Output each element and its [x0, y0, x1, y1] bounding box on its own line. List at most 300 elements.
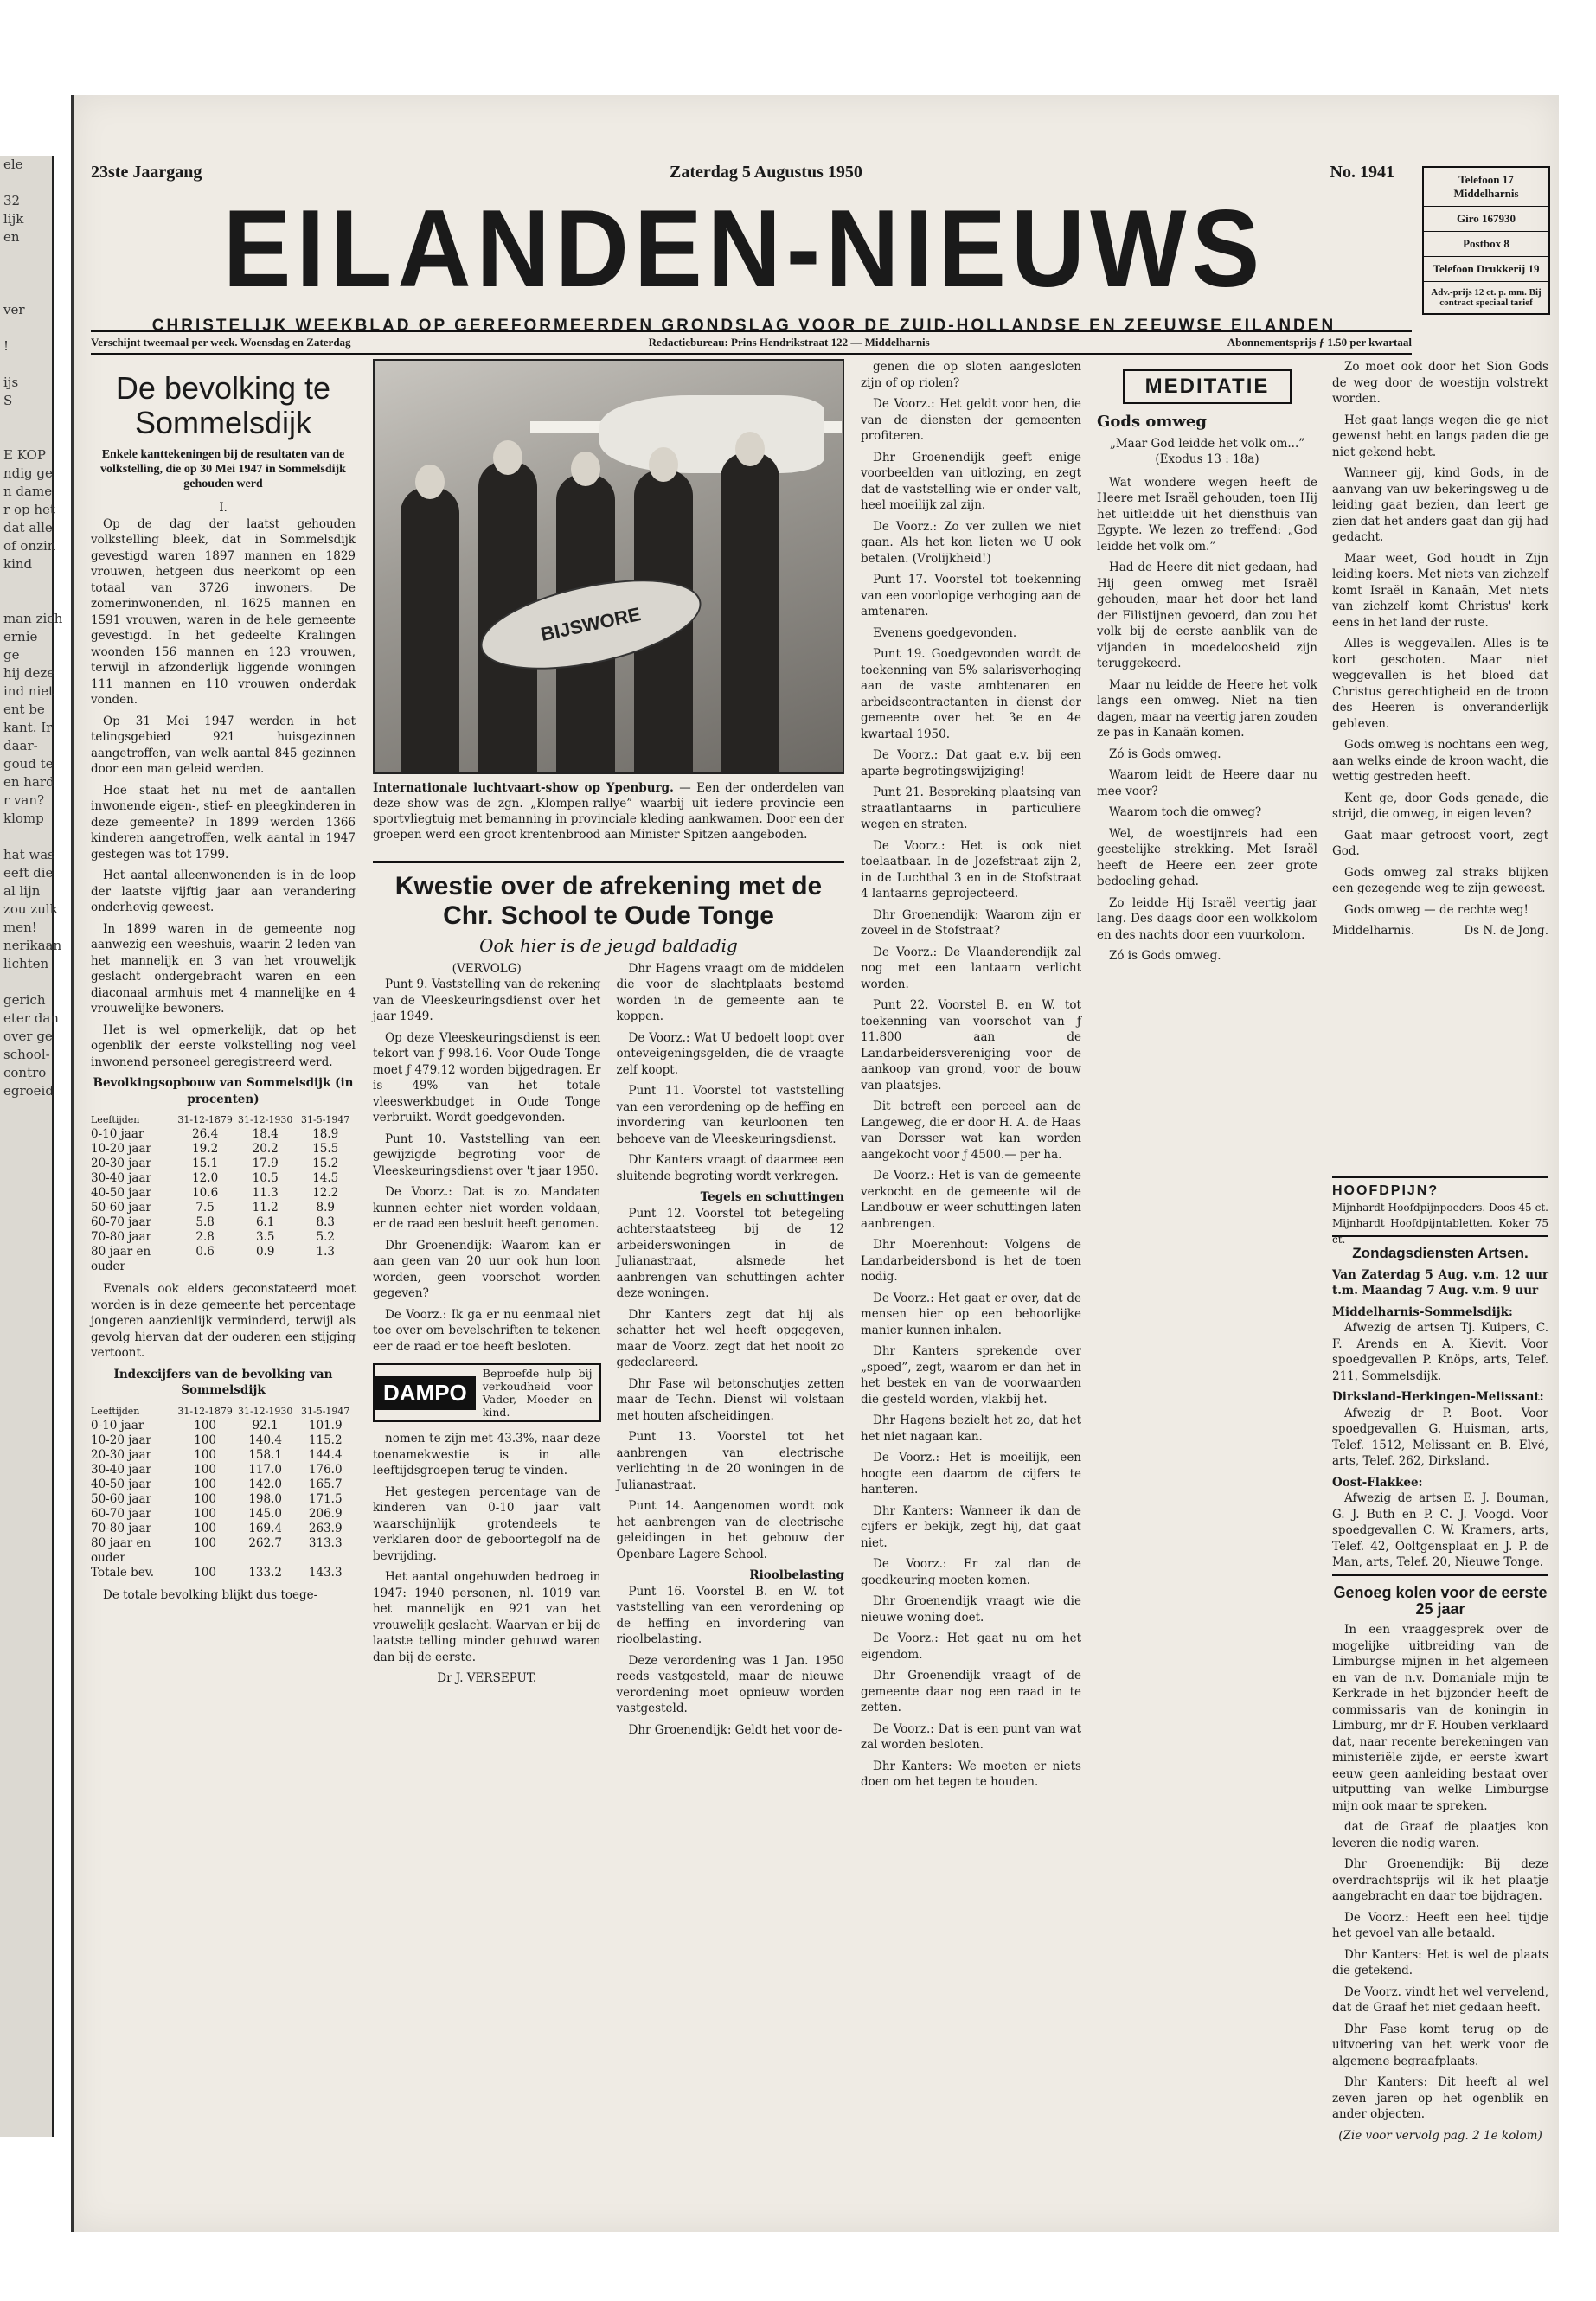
table-cell: 140.4 — [248, 1433, 282, 1447]
table-cell: 115.2 — [308, 1433, 343, 1447]
paragraph: Dhr Groenendijk: Waarom zijn er zoveel in de Stofstraat? — [861, 907, 1081, 938]
margin-text: man zich — [3, 611, 63, 626]
issue-number: No. 1941 — [1330, 163, 1394, 182]
table-row — [91, 1201, 356, 1215]
table-header — [91, 1404, 356, 1419]
school-article — [373, 861, 844, 2210]
contact-phone: Telefoon 17 Middelharnis — [1424, 168, 1548, 207]
paragraph: De Voorz.: Het is moeilijk, een hoogte een daarom de cijfers te hanteren. — [861, 1451, 1081, 1497]
paragraph: Kent ge, door Gods genade, die strijd, die omweg, in eigen leven? — [1332, 791, 1548, 821]
margin-text: lijk — [3, 211, 24, 227]
paragraph: Punt 13. Voorstel tot het aanbrengen van electrische verlichting in de 20 woningen in de Julianastraat. — [616, 1430, 844, 1492]
table-cell: 14.5 — [312, 1171, 339, 1185]
table-cell: Leeftijden — [91, 1114, 140, 1125]
table-cell: 31-5-1947 — [301, 1114, 350, 1125]
paragraph: Dhr Groenendijk vraagt of de gemeente daar nog een raad in te zetten. — [861, 1669, 1081, 1715]
paragraph: De totale bevolking blijkt dus toege- — [103, 1587, 318, 1602]
paragraph: Punt 9. Vaststelling van de rekening van de Vleeskeuringsdienst over het jaar 1949. — [373, 977, 601, 1023]
table-row — [91, 1463, 356, 1477]
table-cell: 15.2 — [312, 1157, 339, 1170]
school-col-a — [373, 961, 601, 1744]
paragraph: Dhr Groenendijk: Waarom kan er aan geen van 20 uur ook hun loon worden, geen voorschot worden gegeven? — [373, 1238, 601, 1300]
table-cell: 117.0 — [248, 1462, 282, 1477]
paragraph: Punt 11. Voorstel tot vaststelling van een verordening op de heffing en invordering van keurloonen ten behoeve van de Vleeskeuringsdienst. — [616, 1084, 844, 1146]
margin-text: over ge — [3, 1029, 53, 1044]
paragraph: Gaat maar getroost voort, zegt God. — [1332, 828, 1548, 858]
margin-text — [0, 247, 52, 265]
column-council — [861, 359, 1081, 2210]
table-cell: 313.3 — [308, 1535, 343, 1550]
meditatie-title: Gods omweg — [1097, 413, 1207, 431]
photo-person — [721, 452, 779, 772]
margin-text — [0, 828, 52, 846]
paragraph: Op 31 Mei 1947 werden in het telingsgebied 921 huisgezinnen aangetroffen, van welk aantal 845 gezinnen door een man geleid werden. — [91, 714, 356, 776]
table-cell: 7.5 — [195, 1201, 215, 1215]
section-heading: Rioolbelasting — [749, 1568, 844, 1582]
margin-text — [0, 356, 52, 374]
table-row — [91, 1507, 356, 1522]
table-cell: 100 — [194, 1506, 217, 1521]
table-cell: 176.0 — [308, 1462, 343, 1477]
table-cell: 142.0 — [248, 1477, 282, 1491]
table-cell: 0.9 — [255, 1245, 275, 1259]
paragraph: Op deze Vleeskeuringsdienst is een tekort van ƒ 998.16. Voor Oude Tonge moet ƒ 479.12 worden bijgedragen. Er is 49% van het totale vleeswerkbudget in Oude Tonge verbruikt. Wordt goedgevonden. — [373, 1030, 601, 1125]
table-cell: 2.8 — [195, 1230, 215, 1244]
margin-text: nerikaan — [3, 938, 62, 953]
region-title: Dirksland-Herkingen-Melissant: — [1332, 1390, 1544, 1404]
margin-text: men! — [3, 920, 37, 935]
table-cell: 20.2 — [252, 1142, 279, 1156]
contact-ad-price: Adv.-prijs 12 ct. p. mm. Bij contract speciaal tarief — [1431, 287, 1542, 308]
dampo-ad — [373, 1363, 601, 1422]
table-row — [91, 1142, 356, 1157]
hoofdpijn-text: Mijnhardt Hoofdpijnpoeders. Doos 45 ct. Mijnhardt Hoofdpijntabletten. Koker 75 ct. — [1332, 1201, 1548, 1246]
column-meditatie — [1097, 359, 1317, 1172]
margin-text — [0, 319, 52, 337]
table-cell: 100 — [194, 1491, 217, 1506]
margin-text: ernie — [3, 629, 38, 644]
paragraph: Wel, de woestijnreis had een geestelijke strekking. Met Israël heeft de Heere een zeer grote bedoeling gehad. — [1097, 826, 1317, 888]
table-cell: 50-60 jaar — [91, 1201, 151, 1215]
photo-bread-banner: BIJSWORE — [472, 563, 708, 686]
table-cell: 133.2 — [248, 1565, 282, 1580]
paragraph: Wat wondere wegen heeft de Heere met Israël gehouden, toen Hij het uitleidde uit het diensthuis van Egypte. We lezen zo treffend: „God leidde het volk om.” — [1097, 475, 1317, 554]
table-cell: 198.0 — [248, 1491, 282, 1506]
region-title: Middelharnis-Sommelsdijk: — [1332, 1304, 1513, 1319]
news-photo — [373, 359, 844, 774]
margin-text: n dame — [3, 484, 53, 499]
paragraph: Zo moet ook door het Sion Gods de weg door de woestijn volstrekt worden. — [1332, 360, 1548, 406]
author: Dr J. VERSEPUT. — [437, 1671, 537, 1685]
paragraph: Had de Heere dit niet gedaan, had Hij geen omweg met Israël gehouden, maar het door het land der Filistijnen gevoerd, dan zou het volk bij de eerste aanblik van de vijanden in moedeloosheid zijn teruggekeerd. — [1097, 561, 1317, 670]
volume-label: 23ste Jaargang — [91, 163, 202, 182]
paragraph: De Voorz.: Het gaat er over, dat de mensen hier op een behoorlijke manier kunnen inhalen. — [861, 1291, 1081, 1337]
table-cell: 31-12-1879 — [177, 1114, 233, 1125]
paragraph: De Voorz. vindt het wel vervelend, dat de Graaf het niet gedaan heeft. — [1332, 1984, 1548, 2015]
margin-text — [0, 592, 52, 610]
index-table — [91, 1404, 356, 1580]
table-row — [91, 1215, 356, 1230]
paragraph: dat de Graaf de plaatjes kon leveren die nodig waren. — [1332, 1820, 1548, 1850]
paragraph: Punt 12. Voorstel tot betegeling achterstaatsteeg bij de 12 arbeiderswoningen in de Julianastraat, alsmede het aanbrengen van schuttingen achter deze woningen. — [616, 1206, 844, 1300]
table-cell: 145.0 — [248, 1506, 282, 1521]
signature-place: Middelharnis. — [1332, 924, 1415, 938]
table-cell: Leeftijden — [91, 1405, 140, 1417]
table-cell: 100 — [194, 1447, 217, 1462]
region-title: Oost-Flakkee: — [1332, 1475, 1423, 1490]
paragraph: Afwezig de artsen Tj. Kuipers, C. F. Arends en A. Kievit. Voor spoedgevallen P. Knöps, arts, Telef. 211, Sommelsdijk. — [1332, 1321, 1548, 1383]
table-cell: 18.4 — [252, 1127, 279, 1141]
table-cell: 6.1 — [255, 1215, 275, 1229]
table-cell: 60-70 jaar — [91, 1215, 151, 1229]
table-cell: 15.1 — [192, 1157, 219, 1170]
table-title: Bevolkingsopbouw van Sommelsdijk (in procenten) — [93, 1076, 354, 1106]
margin-text: ent be — [3, 702, 45, 717]
paragraph: De Voorz.: Het is ook niet toelaatbaar. In de Jozefstraat zijn 2, in de Luchthal 3 en in de Stofstraat 4 lantaarns geprojecteerd. — [861, 838, 1081, 901]
margin-text: eter dan — [3, 1010, 59, 1026]
paragraph: Het gaat langs wegen die ge niet gewenst hebt en langs paden die ge niet gekend hebt. — [1332, 413, 1548, 459]
table-cell: 100 — [194, 1462, 217, 1477]
photo-person — [401, 487, 459, 772]
paragraph: Dhr Kanters sprekende over „spoed”, zegt, waarom er dan het in het bestek en van de voorwaarden die gesteld worden, vlakbij het. — [861, 1344, 1081, 1407]
newspaper-title: EILANDEN-NIEUWS — [222, 187, 1266, 311]
column-artsen — [1332, 1245, 1548, 1569]
divider — [1332, 1574, 1548, 1576]
paragraph: Dhr Moerenhout: Volgens de Landarbeidersbond is het de toen nodig. — [861, 1238, 1081, 1284]
column-meditatie-cont — [1332, 359, 1548, 1172]
margin-text — [0, 973, 52, 991]
publication-schedule: Verschijnt tweemaal per week. Woensdag en Zaterdag — [91, 336, 351, 349]
table-row — [91, 1171, 356, 1186]
school-heading: Kwestie over de afrekening met de Chr. School te Oude Tonge — [373, 861, 844, 931]
table-cell: 100 — [194, 1418, 217, 1433]
newspaper-subtitle: CHRISTELIJK WEEKBLAD OP GEREFORMEERDEN GRONDSLAG VOOR DE ZUID-HOLLANDSE EN ZEEUWSE EILANDEN — [151, 317, 1336, 335]
table-cell: 20-30 jaar — [91, 1447, 151, 1462]
margin-text: ! — [3, 338, 10, 354]
table-cell: 10.5 — [252, 1171, 279, 1185]
paragraph: Maar weet, God houdt in Zijn leiding koers. Met niets van zichzelf komt Israël in Kanaän, Met niets van zichzelf komt Christus' kerk eens in het land der ruste. — [1332, 551, 1548, 630]
margin-text: r op het — [3, 502, 55, 517]
adjacent-page-strip — [0, 156, 63, 2137]
section-heading: Tegels en schuttingen — [700, 1190, 844, 1204]
contact-box — [1422, 166, 1550, 315]
table-cell: 10-20 jaar — [91, 1433, 151, 1447]
table-cell: 20-30 jaar — [91, 1157, 151, 1170]
paragraph: Waarom toch die omweg? — [1109, 805, 1262, 819]
paragraph: De Voorz.: Het geldt voor hen, die van de diensten der gemeenten profiteren. — [861, 397, 1081, 443]
paragraph: Dhr Groenendijk geeft enige voorbeelden van uitlozing, en zegt dat de vaststelling wie er onder valt, heel moeilijk zal zijn. — [861, 450, 1081, 512]
table-cell: 100 — [194, 1565, 217, 1580]
margin-text: en hard — [3, 774, 54, 790]
margin-text: kant. Ir — [3, 720, 53, 735]
table-cell: 3.5 — [255, 1230, 275, 1244]
table-cell: Totale bev. — [91, 1565, 155, 1580]
table-cell: 10-20 jaar — [91, 1142, 151, 1156]
meditatie-signature — [1332, 923, 1548, 939]
margin-text: ge — [3, 647, 20, 663]
paragraph: Dhr Kanters vraagt of daarmee een sluitende begroting wordt verkregen. — [616, 1153, 844, 1183]
paragraph: Alles is weggevallen. Alles is te kort geschoten. Maar niet weggevallen is het bloed dat Christus gerechtigheid en de troon des Heeren is onveranderlijk gebleven. — [1332, 637, 1548, 731]
paragraph: De Voorz.: Dat gaat e.v. bij een aparte begrotingswijziging! — [861, 748, 1081, 779]
contact-printer: Telefoon Drukkerij 19 — [1424, 257, 1548, 282]
paragraph: Punt 10. Vaststelling van een gewijzigde begroting voor de Vleeskeuringsdienst over 't jaar 1950. — [373, 1131, 601, 1178]
table-row — [91, 1419, 356, 1433]
photo-person-head — [649, 447, 678, 482]
table-cell: 171.5 — [308, 1491, 343, 1506]
table-cell: 10.6 — [192, 1186, 219, 1200]
paragraph: Dhr Groenendijk: Geldt het voor de- — [628, 1722, 843, 1737]
paragraph: Op de dag der laatst gehouden volkstelling bleek, dat in Sommelsdijk gevestigd waren 1897 mannen en 1829 vrouwen, hetgeen dus neerkomt op een totaal van 3726 inwoners. De zomerinwonenden, nl. 1625 mannen en 1591 vrouwen, waren in de hele gemeente gevestigd. In het gedeelte Kralingen woonden 156 mannen en 123 vrouwen, terwijl in afzonderlijk liggende woningen 111 mannen en 110 vrouwen onderdak vonden. — [91, 516, 356, 707]
table-cell: 18.9 — [312, 1127, 339, 1141]
kolen-title: Genoeg kolen voor de eerste 25 jaar — [1333, 1584, 1548, 1618]
masthead-infobar — [91, 330, 1412, 355]
paragraph: Dhr Kanters zegt dat hij als schatter het wel heeft opgegeven, maar de Voorz. zegt dat het nooit zo gedeclareerd. — [616, 1307, 844, 1369]
school-subheading: Ook hier is de jeugd baldadig — [479, 935, 738, 956]
margin-text: hat was — [3, 847, 54, 862]
margin-text: eeft die — [3, 865, 54, 881]
paragraph: Zo leidde Hij Israël veertig jaar lang. Des daags door een wolkkolom en des nachts door een vuurkolom. — [1097, 895, 1317, 942]
paragraph: Gods omweg — de rechte weg! — [1344, 902, 1529, 917]
margin-text: of onzin — [3, 538, 56, 554]
table-cell: 31-12-1879 — [177, 1405, 233, 1417]
margin-text — [0, 283, 52, 301]
margin-text: contro — [3, 1065, 47, 1080]
continued-label: (VERVOLG) — [452, 961, 522, 976]
table-row — [91, 1433, 356, 1448]
table-cell: 11.2 — [252, 1201, 279, 1215]
paragraph: nomen te zijn met 43.3%, naar deze toenamekwestie is in alle leeftijdsgroepen terug te vinden. — [373, 1432, 601, 1477]
paragraph: genen die op sloten aangesloten zijn of op riolen? — [861, 360, 1081, 390]
paragraph: Dhr Fase wil betonschutjes zetten maar de Techn. Dienst wil volstaan met houten afscheidingen. — [616, 1376, 844, 1423]
table-title: Indexcijfers van de bevolking van Sommelsdijk — [113, 1367, 333, 1397]
continuation-note: (Zie voor vervolg pag. 2 1e kolom) — [1338, 2128, 1542, 2143]
table-row — [91, 1566, 356, 1580]
paragraph: De Voorz.: Ik ga er nu eenmaal niet toe over om bevelschriften te tekenen eer de raad er toe heeft besloten. — [373, 1307, 601, 1354]
table-cell: 100 — [194, 1433, 217, 1447]
hoofdpijn-ad — [1332, 1176, 1548, 1246]
article-subheading: Enkele kanttekeningen bij de resultaten van de volkstelling, die op 30 Mei 1947 in Sommelsdijk gehouden werd — [100, 448, 346, 490]
paragraph: De Voorz.: Het is van de gemeente verkocht en de gemeente wil de Landbouw er weer schuttingen laten aanbrengen. — [861, 1169, 1081, 1231]
issue-date: Zaterdag 5 Augustus 1950 — [670, 163, 862, 182]
margin-text: E KOP — [3, 447, 46, 463]
table-cell: 31-12-1930 — [237, 1405, 293, 1417]
table-cell: 263.9 — [308, 1521, 343, 1535]
paragraph: Dhr Groenendijk vraagt wie die nieuwe woning doet. — [861, 1594, 1081, 1625]
table-row — [91, 1536, 356, 1566]
table-row — [91, 1186, 356, 1201]
margin-text: 32 — [3, 193, 21, 208]
table-cell: 100 — [194, 1521, 217, 1535]
section-number: I. — [219, 501, 228, 515]
table-cell: 5.8 — [195, 1215, 215, 1229]
artsen-title: Zondagsdiensten Artsen. — [1352, 1245, 1529, 1261]
paragraph: Punt 19. Goedgevonden wordt de toekenning van 5% salarisverhoging aan de vaste ambtenaren en arbeidscontractanten in dienst der gemeente over het 3e en 4e kwartaal 1950. — [861, 647, 1081, 741]
margin-text — [0, 265, 52, 283]
table-cell: 1.3 — [316, 1245, 335, 1259]
table-cell: 40-50 jaar — [91, 1186, 151, 1200]
paragraph: Punt 21. Bespreking plaatsing van straatlantaarns in particuliere wegen en straten. — [861, 785, 1081, 831]
table-cell: 101.9 — [308, 1418, 343, 1433]
table-cell: 15.5 — [312, 1142, 339, 1156]
margin-text: ijs — [3, 375, 19, 390]
dampo-logo: DAMPO — [375, 1376, 476, 1410]
paragraph: Dit betreft een perceel aan de Langeweg, die er door H. A. de Haas van Dorsser wat kan worden aangekocht voor ƒ 4500.— per ha. — [861, 1099, 1081, 1162]
paragraph: Evenals ook elders geconstateerd moet worden is in deze gemeente het percentage jongeren aanzienlijk verminderd, terwijl als gevolg hiervan dat der ouderen een stijging vertoont. — [91, 1282, 356, 1360]
table-row — [91, 1522, 356, 1536]
table-row — [91, 1230, 356, 1245]
article-heading: De bevolking te Sommelsdijk — [115, 370, 331, 440]
paragraph: Het gestegen percentage van de kinderen van 0-10 jaar valt waarschijnlijk grotendeels te verklaren door de geboortegolf na de bevrijding. — [373, 1484, 601, 1563]
table-cell: 60-70 jaar — [91, 1506, 151, 1521]
margin-text: gerich — [3, 992, 46, 1008]
paragraph: Het is wel opmerkelijk, dat op het ogenblik der eerste volkstelling nog veel inwonend personeel geregistreerd werd. — [91, 1022, 356, 1069]
table-cell: 80 jaar en ouder — [91, 1535, 151, 1565]
paragraph: Het aantal ongehuwden bedroeg in 1947: 1940 personen, nl. 1019 van het mannelijk en 921 van het vrouwelijk geslacht. Waarvan er bij de laatste telling minder gehuwd waren dan bij de eerste. — [373, 1570, 601, 1664]
hoofdpijn-title: HOOFDPIJN? — [1332, 1183, 1439, 1198]
table-cell: 158.1 — [248, 1447, 282, 1462]
margin-text: school- — [3, 1047, 50, 1062]
paragraph: Gods omweg zal straks blijken een gezegende weg te zijn geweest. — [1332, 865, 1548, 895]
margin-text: al lijn — [3, 883, 41, 899]
table-row — [91, 1492, 356, 1507]
paragraph: De Voorz.: Dat is een punt van wat zal worden besloten. — [861, 1721, 1081, 1752]
margin-text: en — [3, 229, 20, 245]
photo-caption — [373, 780, 844, 843]
table-row — [91, 1245, 356, 1274]
table-row — [91, 1127, 356, 1142]
margin-text: ver — [3, 302, 25, 317]
table-cell: 206.9 — [308, 1506, 343, 1521]
table-cell: 8.3 — [316, 1215, 335, 1229]
margin-text — [0, 428, 52, 446]
margin-text: ndig ge — [3, 465, 53, 481]
paragraph: Dhr Kanters: Dit heeft al wel zeven jaren op het ogenblik en ander objecten. — [1332, 2075, 1548, 2121]
paragraph: Afwezig dr P. Boot. Voor spoedgevallen G. Huisman, arts, Telef. 1512, Melissant en B. Elvé, arts, Telef. 262, Dirksland. — [1332, 1406, 1548, 1468]
table-cell: 169.4 — [248, 1521, 282, 1535]
paragraph: Evenens goedgevonden. — [873, 625, 1017, 640]
table-cell: 5.2 — [316, 1230, 335, 1244]
editorial-office: Redactiebureau: Prins Hendrikstraat 122 — Middelharnis — [648, 336, 930, 349]
photo-plane-body — [599, 395, 824, 473]
table-cell: 50-60 jaar — [91, 1491, 151, 1506]
paragraph: Afwezig de artsen E. J. Bouman, G. J. Buth en P. C. J. Voogd. Voor spoedgevallen C. W. Kramers, arts, Telef. 42, Ooltgensplaat en J. P. de Man, arts, Telef. 20, Nieuwe Tonge. — [1332, 1491, 1548, 1569]
table-cell: 262.7 — [248, 1535, 282, 1550]
table-cell: 31-5-1947 — [301, 1405, 350, 1417]
paragraph: Gods omweg is nochtans een weg, aan welks einde de kroon wacht, die wettig gestreden heeft. — [1332, 738, 1548, 784]
paragraph: Hoe staat het nu met de aantallen inwonende eigen-, stief- en pleegkinderen in deze gemeente? In 1899 werden 1366 kinderen aangetroffen, welk aantal in 1947 gestegen was tot 1799. — [91, 783, 356, 862]
table-cell: 19.2 — [192, 1142, 219, 1156]
margin-text — [0, 410, 52, 428]
paragraph: Maar nu leidde de Heere het volk langs een omweg. Niet na tien dagen, maar na veertig jaren zouden ze pas in Kanaän komen. — [1097, 677, 1317, 740]
column-kolen — [1332, 1566, 1548, 2206]
table-cell: 12.0 — [192, 1171, 219, 1185]
table-cell: 12.2 — [312, 1186, 339, 1200]
paragraph: Dhr Kanters: Wanneer ik dan de cijfers er bekijk, zegt hij, dat gaat niet. — [861, 1503, 1081, 1550]
masthead-topline — [74, 163, 1559, 183]
caption-bold: Internationale luchtvaart-show op Ypenburg. — [373, 781, 674, 795]
paragraph: De Voorz.: Het gaat nu om het eigendom. — [861, 1631, 1081, 1662]
paragraph: Dhr Groenendijk: Bij deze overdrachtsprijs wil ik het plaatje aangebracht en daar toe bijdragen. — [1332, 1857, 1548, 1903]
margin-text: kind — [3, 556, 33, 572]
paragraph: In een vraaggesprek over de mogelijke uitbreiding van de Limburgse mijnen in het algemeen en van de n.v. Domaniale mijn te Kerkrade in het bijzonder heeft de commissaris van de koningin in Limburg, mr dr F. Houben verklaard dat, naar recente berekeningen van ministeriële zijde, er eerste kwart eeuw geen aanleiding bestaat over uitputting van welke Limburgse mijn ook maar te spreken. — [1332, 1623, 1548, 1813]
table-cell: 0-10 jaar — [91, 1418, 144, 1433]
artsen-intro: Van Zaterdag 5 Aug. v.m. 12 uur t.m. Maandag 7 Aug. v.m. 9 uur — [1332, 1267, 1548, 1298]
margin-text: ind niet — [3, 683, 54, 699]
caption-text: — Een der onderdelen van deze show was de zgn. „Klompen-rallye” waarbij uit iedere provincie een sportvliegtuig met bemanning in provinciale kleding aankwamen. Door een der groepen werd een groot krentenbrood aan Minister Spitzen aangeboden. — [373, 781, 845, 842]
margin-text: egroeid — [3, 1083, 54, 1099]
subscription-price: Abonnementsprijs ƒ 1.50 per kwartaal — [1227, 336, 1412, 349]
paragraph: Dhr Fase komt terug op de uitvoering van het werk voor de algemene begraafplaats. — [1332, 2022, 1548, 2068]
paragraph: De Voorz.: Zo ver zullen we niet gaan. Als het kon lieten we U ook betalen. (Vrolijkheid!) — [861, 519, 1081, 566]
margin-text: r van? — [3, 792, 45, 808]
table-cell: 80 jaar en ouder — [91, 1245, 151, 1273]
margin-text: goud te — [3, 756, 54, 772]
contact-postbox: Postbox 8 — [1424, 232, 1548, 257]
margin-text: hij deze — [3, 665, 55, 681]
table-cell: 70-80 jaar — [91, 1230, 151, 1244]
margin-text: S — [3, 393, 13, 408]
table-cell: 92.1 — [252, 1418, 279, 1433]
newspaper-page — [71, 95, 1559, 2232]
paragraph: Dhr Kanters: We moeten er niets doen om het tegen te houden. — [861, 1759, 1081, 1789]
paragraph: De Voorz.: Heeft een heel tijdje het gevoel van alle betaald. — [1332, 1910, 1548, 1940]
table-row — [91, 1448, 356, 1463]
paragraph: Dhr Hagens vraagt om de middelen die voor de slachtplaats bestemd worden in de gemeente aan te koppen. — [616, 961, 844, 1023]
column-bevolking — [91, 359, 356, 2210]
dampo-text: Beproefde hulp bij verkoudheid voor Vader, Moeder en kind. — [482, 1367, 593, 1419]
paragraph: Zó is Gods omweg. — [1109, 747, 1221, 761]
paragraph: Waarom leidt de Heere daar nu mee voor? — [1097, 768, 1317, 798]
paragraph: Punt 22. Voorstel B. en W. tot toekenning van voorschot van ƒ 11.800 aan de Landarbeidersvereniging voor de aankoop van grond, voor de bouw van plaatsjes. — [861, 998, 1081, 1093]
table-cell: 11.3 — [252, 1186, 279, 1200]
table-cell: 0.6 — [195, 1245, 215, 1259]
paragraph: Wanneer gij, kind Gods, in de aanvang van uw bekeringsweg u de leiding gaat bezien, dan leert ge zien dat het anders gaat dan gij had gedacht. — [1332, 466, 1548, 544]
table-cell: 165.7 — [308, 1477, 343, 1491]
photo-person-head — [571, 452, 600, 486]
table-cell: 40-50 jaar — [91, 1477, 151, 1491]
paragraph: Zó is Gods omweg. — [1109, 949, 1221, 963]
table-cell: 100 — [194, 1535, 217, 1550]
table-row — [91, 1477, 356, 1492]
school-col-b — [617, 961, 845, 1744]
table-cell: 30-40 jaar — [91, 1462, 151, 1477]
paragraph: In 1899 waren in de gemeente nog aanwezig een weeshuis, waarin 2 leden van het mannelijk en 3 van het vrouwelijk geslacht ondergebracht waren en een diaconaal armhuis met 4 mannelijke en 4 vrouwelijke bewoners. — [91, 921, 356, 1016]
contact-giro: Giro 167930 — [1424, 207, 1548, 232]
margin-text: klomp — [3, 811, 44, 826]
table-row — [91, 1157, 356, 1171]
meditatie-quote: „Maar God leidde het volk om...” (Exodus 13 : 18a) — [1109, 436, 1305, 466]
photo-person-head — [415, 465, 445, 499]
population-table — [91, 1112, 356, 1274]
margin-text: dat alle — [3, 520, 53, 535]
paragraph: De Voorz.: Wat U bedoelt loopt over onteveigeningsgelden, die de vraagte zelf koopt. — [616, 1030, 844, 1077]
table-cell: 70-80 jaar — [91, 1521, 151, 1535]
paragraph: De Voorz.: Er zal dan de goedkeuring moeten komen. — [861, 1557, 1081, 1587]
margin-text: zou zulk — [3, 901, 58, 917]
paragraph: Het aantal alleenwonenden is in de loop der laatste vijftig jaar aan verandering onderhevig geweest. — [91, 868, 356, 914]
margin-text: lichten — [3, 956, 49, 971]
table-cell: 26.4 — [192, 1127, 219, 1141]
paragraph: Deze verordening was 1 Jan. 1950 reeds vastgesteld, maar de nieuwe verordening moet opnieuw worden vastgesteld. — [616, 1653, 844, 1715]
table-cell: 144.4 — [308, 1447, 343, 1462]
table-header — [91, 1112, 356, 1127]
table-cell: 31-12-1930 — [237, 1114, 293, 1125]
signature-name: Ds N. de Jong. — [1464, 924, 1548, 938]
paragraph: Punt 17. Voorstel tot toekenning van een voorlopige verhoging aan de amtenaren. — [861, 573, 1081, 619]
margin-text: ele — [3, 157, 23, 172]
table-cell: 30-40 jaar — [91, 1171, 151, 1185]
paragraph: Dhr Hagens bezielt het zo, dat het het niet nagaan kan. — [861, 1413, 1081, 1444]
